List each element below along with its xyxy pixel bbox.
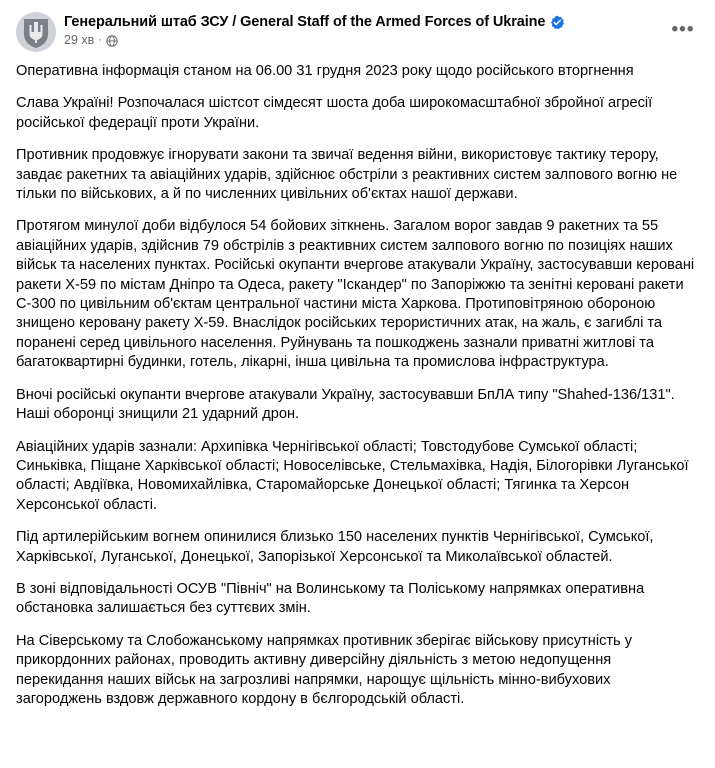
post-paragraph: В зоні відповідальності ОСУВ "Північ" на Волинському та Поліському напрямках оперативна обстановка залишається без суттєвих змін. [16, 580, 645, 617]
post-paragraph: На Сіверському та Слобожанському напрямках противник зберігає військову присутність у прикордонних районах, проводить активну диверсійну діяльність з метою недопущення перекидання наших військ на загрозливі напрямки, нарощує щільність мінно-вибухових загороджень вздовж державного кордону в бєлгородській області. [16, 632, 633, 707]
post-paragraph: Протягом минулої доби відбулося 54 бойових зіткнень. Загалом ворог завдав 9 ракетних та 55 авіаційних ударів, здійснив 79 обстрілів з реактивних систем залпового вогню по позиціях наших військ та населених пунктах. Російські окупанти вчергове атакували Україну, застосувавши керовані ракети Х-59 по містам Дніпро та Одеса, ракету "Іскандер" по Запоріжжю та зенітні керовані ракети С-300 по цивільним об'єктам центральної частини міста Харкова. Протиповітряною обороною знищено керовану ракету Х-59. Внаслідок російських терористичних атак, на жаль, є загиблі та поранені серед цивільного населення. Руйнувань та пошкоджень зазнали приватні житлові та багатоквартирні будинки, готель, лікарні, інша цивільна та промислова інфраструктура. [16, 218, 695, 371]
globe-icon[interactable] [106, 35, 118, 47]
verified-badge-icon [550, 15, 565, 30]
post-paragraph: Слава Україні! Розпочалася шістсот сімдесят шоста доба широкомасштабної збройної агресії російської федерації проти України. [16, 95, 653, 131]
post-paragraph: Оперативна інформація станом на 06.00 31 грудня 2023 року щодо російського вторгнення [16, 63, 634, 79]
post-paragraph: Під артилерійським вогнем опинилися близько 150 населених пунктів Чернігівської, Сумської, Харківської, Луганської, Донецької, Запорізької Херсонської та Миколаївської областей. [16, 529, 654, 565]
post-body [16, 62, 699, 715]
author-name[interactable]: Генеральний штаб ЗСУ / General Staff of the Armed Forces of Ukraine [64, 14, 546, 30]
avatar[interactable] [16, 12, 56, 52]
post-timestamp[interactable]: 29 хв [64, 33, 95, 47]
post-paragraph: Вночі російські окупанти вчергове атакували Україну, застосувавши БпЛА типу "Shahed-136/131". Наші оборонці знищили 21 ударний дрон. [16, 386, 675, 423]
meta-separator: · [98, 34, 102, 46]
post-more-options-button[interactable]: ••• [671, 19, 695, 40]
post-meta [64, 33, 699, 48]
post-header [16, 12, 699, 52]
post-paragraph: Противник продовжує ігнорувати закони та звичаї ведення війни, використовує тактику терору, завдає ракетних та авіаційних ударів, здійснює обстріли з реактивних систем залпового вогню не тільки по військових, а й по численних цивільних об'єктах нашої держави. [16, 147, 678, 203]
post-paragraph: Авіаційних ударів зазнали: Архипівка Чернігівської області; Товстодубове Сумської області; Синьківка, Піщане Харківської області; Новоселівське, Стельмахівка, Надія, Білогорівки Луганської області; Авдіївка, Новомихайлівка, Старомайорське Донецької області; Тягинка та Херсон Херсонської області. [16, 438, 689, 513]
author-row [64, 13, 699, 31]
trident-emblem-icon [16, 12, 56, 52]
post-header-text [64, 12, 699, 48]
